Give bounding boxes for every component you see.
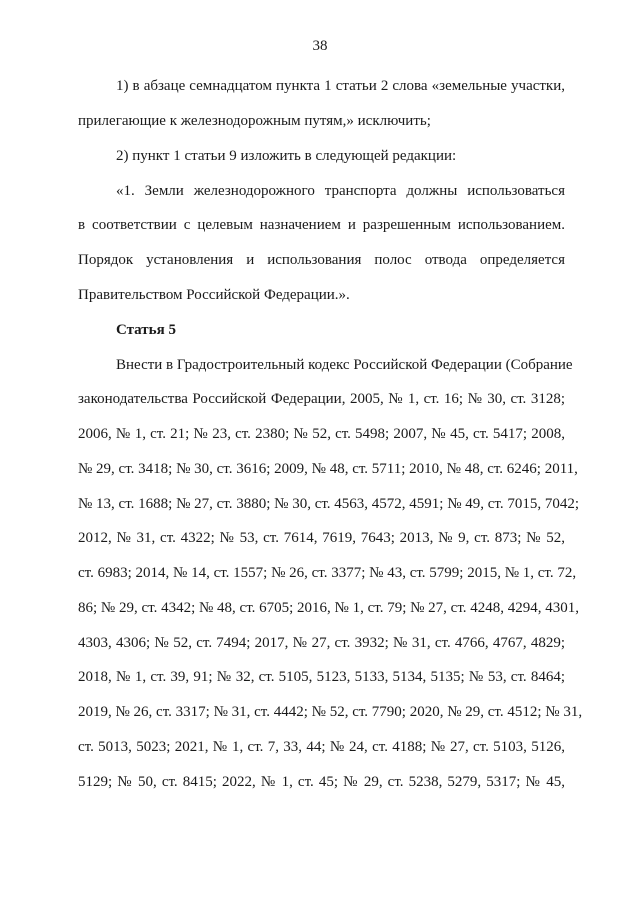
paragraph-line: Правительством Российской Федерации.».	[78, 287, 350, 303]
paragraph-line: 2012, № 31, ст. 4322; № 53, ст. 7614, 7619, 7643; 2013, № 9, ст. 873; № 52,	[78, 530, 565, 546]
paragraph-line: ст. 6983; 2014, № 14, ст. 1557; № 26, ст. 3377; № 43, ст. 5799; 2015, № 1, ст. 72,	[78, 565, 577, 581]
paragraph-line: Внести в Градостроительный кодекс Российской Федерации (Собрание	[116, 357, 573, 373]
paragraph-line: 86; № 29, ст. 4342; № 48, ст. 6705; 2016, № 1, ст. 79; № 27, ст. 4248, 4294, 4301,	[78, 600, 580, 616]
paragraph-line: Порядок установления и использования полос отвода определяется	[78, 252, 565, 268]
paragraph-line: «1. Земли железнодорожного транспорта должны использоваться	[116, 183, 565, 199]
paragraph-line: № 29, ст. 3418; № 30, ст. 3616; 2009, № 48, ст. 5711; 2010, № 48, ст. 6246; 2011,	[78, 461, 578, 477]
paragraph-line: 2006, № 1, ст. 21; № 23, ст. 2380; № 52, ст. 5498; 2007, № 45, ст. 5417; 2008,	[78, 426, 565, 442]
paragraph-line: прилегающие к железнодорожным путям,» исключить;	[78, 113, 431, 129]
paragraph-line: 2) пункт 1 статьи 9 изложить в следующей редакции:	[116, 148, 457, 164]
paragraph-line: 1) в абзаце семнадцатом пункта 1 статьи 2 слова «земельные участки,	[116, 78, 565, 94]
article-heading: Статья 5	[116, 322, 176, 338]
page-number: 38	[312, 38, 328, 54]
paragraph-line: ст. 5013, 5023; 2021, № 1, ст. 7, 33, 44; № 24, ст. 4188; № 27, ст. 5103, 5126,	[78, 739, 565, 755]
paragraph-line: 4303, 4306; № 52, ст. 7494; 2017, № 27, ст. 3932; № 31, ст. 4766, 4767, 4829;	[78, 635, 565, 651]
paragraph-line: законодательства Российской Федерации, 2005, № 1, ст. 16; № 30, ст. 3128;	[78, 391, 565, 407]
paragraph-line: № 13, ст. 1688; № 27, ст. 3880; № 30, ст. 4563, 4572, 4591; № 49, ст. 7015, 7042;	[78, 496, 580, 512]
paragraph-line: 5129; № 50, ст. 8415; 2022, № 1, ст. 45; № 29, ст. 5238, 5279, 5317; № 45,	[78, 774, 565, 790]
paragraph-line: в соответствии с целевым назначением и разрешенным использованием.	[78, 217, 565, 233]
paragraph-line: 2019, № 26, ст. 3317; № 31, ст. 4442; № 52, ст. 7790; 2020, № 29, ст. 4512; № 31,	[78, 704, 583, 720]
paragraph-line: 2018, № 1, ст. 39, 91; № 32, ст. 5105, 5123, 5133, 5134, 5135; № 53, ст. 8464;	[78, 669, 565, 685]
